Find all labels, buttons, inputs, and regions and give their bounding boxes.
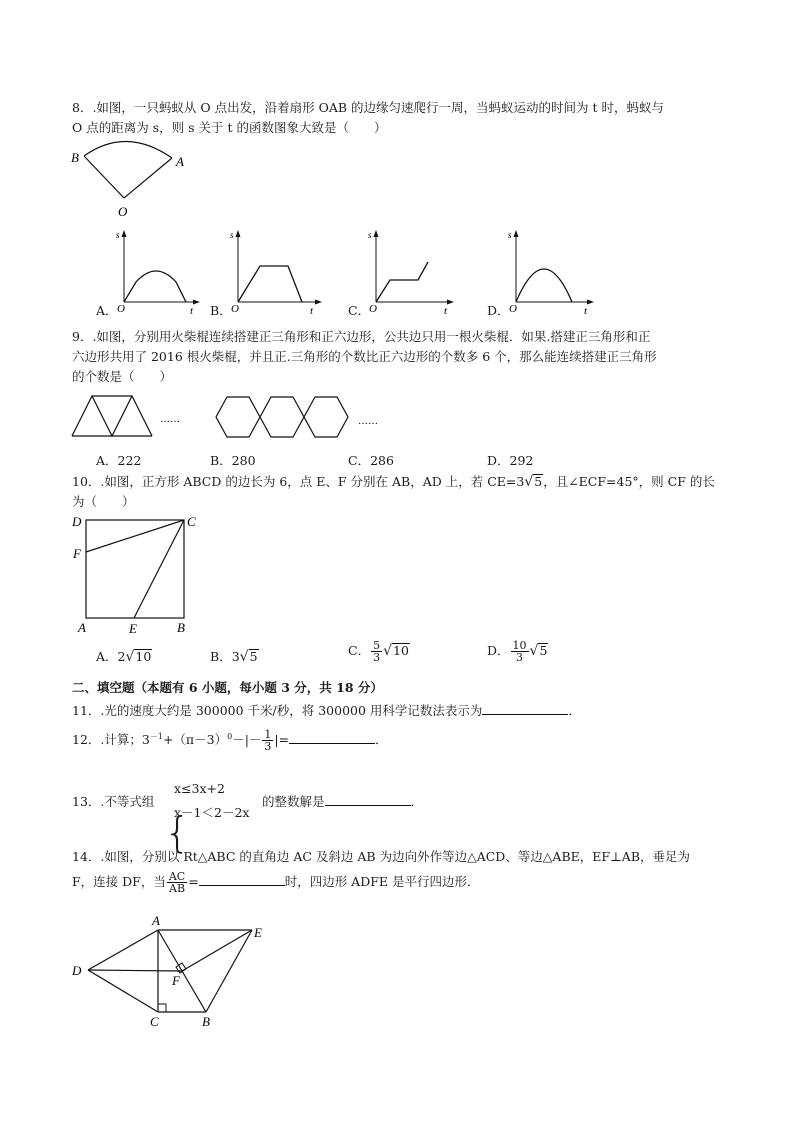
q8-sector-figure <box>68 136 198 220</box>
sector-label-o: O <box>118 204 128 219</box>
q8-graph-c <box>364 226 460 317</box>
svg-text:A: A <box>78 620 86 635</box>
q13-row-2: x－1＜2－2x <box>174 805 250 820</box>
svg-text:O: O <box>231 303 239 315</box>
svg-text:D: D <box>72 963 82 978</box>
q11-answer-blank[interactable] <box>482 702 568 715</box>
q8-line-1: 8．.如图，一只蚂蚁从 O 点出发，沿着扇形 OAB 的边缘匀速爬行一周，当蚂蚁运动的时间为 t 时，蚂蚁与 <box>72 100 665 115</box>
q10-option-c[interactable]: C． $\frac{5}{3}$ √10 <box>348 639 409 664</box>
q9-line-2: 六边形共用了 2016 根火柴棍，并且正.三角形的个数比正六边形的个数多 6 个，那么能连续搭建正三角形 <box>72 349 657 364</box>
svg-text:B: B <box>202 1014 210 1029</box>
q10-square-figure <box>70 510 210 636</box>
q8-graph-d <box>504 226 600 317</box>
svg-text:O: O <box>509 303 517 315</box>
q8-option-d[interactable]: D． <box>487 303 510 318</box>
q9-option-c[interactable]: C．286 <box>348 453 394 468</box>
q10-line-1: 10．.如图，正方形 ABCD 的边长为 6，点 E、F 分别在 AB，AD 上，若 CE=3√5，且∠ECF=45°，则 CF 的长 <box>72 474 715 490</box>
q8-option-b[interactable]: B． <box>210 303 232 318</box>
svg-text:E: E <box>129 621 137 636</box>
svg-text:C: C <box>150 1014 159 1029</box>
svg-text:F: F <box>73 546 81 561</box>
q13-answer-blank[interactable] <box>325 793 411 806</box>
svg-text:t: t <box>444 305 448 317</box>
q10-option-a[interactable]: A．2√10 <box>96 649 152 665</box>
q13-row-1: x≤3x+2 <box>174 781 225 796</box>
section-2-title: 二、填空题（本题有 6 小题，每小题 3 分，共 18 分） <box>72 680 383 695</box>
svg-text:……: …… <box>358 416 378 427</box>
q14-line-2: F，连接 DF，当 $\frac{AC}{AB}$ = 时，四边形 ADFE 是平行四边形． <box>72 870 480 895</box>
svg-text:t: t <box>190 305 194 317</box>
svg-text:F: F <box>172 973 180 988</box>
q8-graph-a <box>112 226 202 317</box>
svg-text:O: O <box>117 303 125 315</box>
q9-line-3: 的个数是（ ） <box>72 369 173 384</box>
q12-line: 12．.计算；$3^{-1}+(\pi-3)^0-|-$ $\frac{1}{3}$ |= ． <box>72 728 388 754</box>
q14-answer-blank[interactable] <box>199 873 285 886</box>
q8-line-2: O 点的距离为 s，则 s 关于 t 的函数图象大致是（ ） <box>72 120 387 135</box>
svg-text:s: s <box>116 230 120 240</box>
svg-text:O: O <box>369 303 377 315</box>
q8-graph-b <box>226 226 326 317</box>
sector-label-b: B <box>71 150 79 165</box>
svg-text:s: s <box>508 230 512 240</box>
q13-brace: { <box>164 808 191 857</box>
q14-figure <box>66 912 276 1030</box>
q14-line-1: 14．.如图，分别以 Rt△ABC 的直角边 AC 及斜边 AB 为边向外作等边△ACD、等边△ABE，EF⊥AB，垂足为 <box>72 849 691 864</box>
q9-hexagons-figure <box>214 392 384 444</box>
svg-text:B: B <box>177 620 185 635</box>
q11-line: 11．.光的速度大约是 300000 千米/秒，将 300000 用科学记数法表示为 ． <box>72 703 581 718</box>
svg-text:s: s <box>368 230 372 240</box>
q9-option-b[interactable]: B．280 <box>210 453 256 468</box>
q9-option-d[interactable]: D．292 <box>487 453 534 468</box>
svg-text:s: s <box>230 230 234 240</box>
svg-text:t: t <box>584 305 588 317</box>
q9-line-1: 9．.如图，分别用火柴棍连续搭建正三角形和正六边形，公共边只用一根火柴棍．如果.搭建正三角形和正 <box>72 329 651 344</box>
svg-text:C: C <box>187 514 196 529</box>
svg-text:E: E <box>254 925 262 940</box>
svg-text:D: D <box>72 514 82 529</box>
q10-option-d[interactable]: D． $\frac{10}{3}$ √5 <box>487 639 548 664</box>
q9-triangles-figure <box>70 394 190 438</box>
q13-prefix: 13．.不等式组 <box>72 794 155 809</box>
sector-label-a: A <box>176 154 184 169</box>
q13-suffix: 的整数解是 ． <box>262 794 424 809</box>
q12-answer-blank[interactable] <box>289 731 375 744</box>
svg-text:A: A <box>152 913 160 928</box>
svg-text:……: …… <box>160 414 180 425</box>
q9-option-a[interactable]: A．222 <box>96 453 142 468</box>
svg-text:t: t <box>310 305 314 317</box>
q8-option-c[interactable]: C． <box>348 303 371 318</box>
q10-line-2: 为（ ） <box>72 494 135 509</box>
q10-option-b[interactable]: B．3√5 <box>210 649 258 665</box>
q8-option-a[interactable]: A． <box>96 303 118 318</box>
